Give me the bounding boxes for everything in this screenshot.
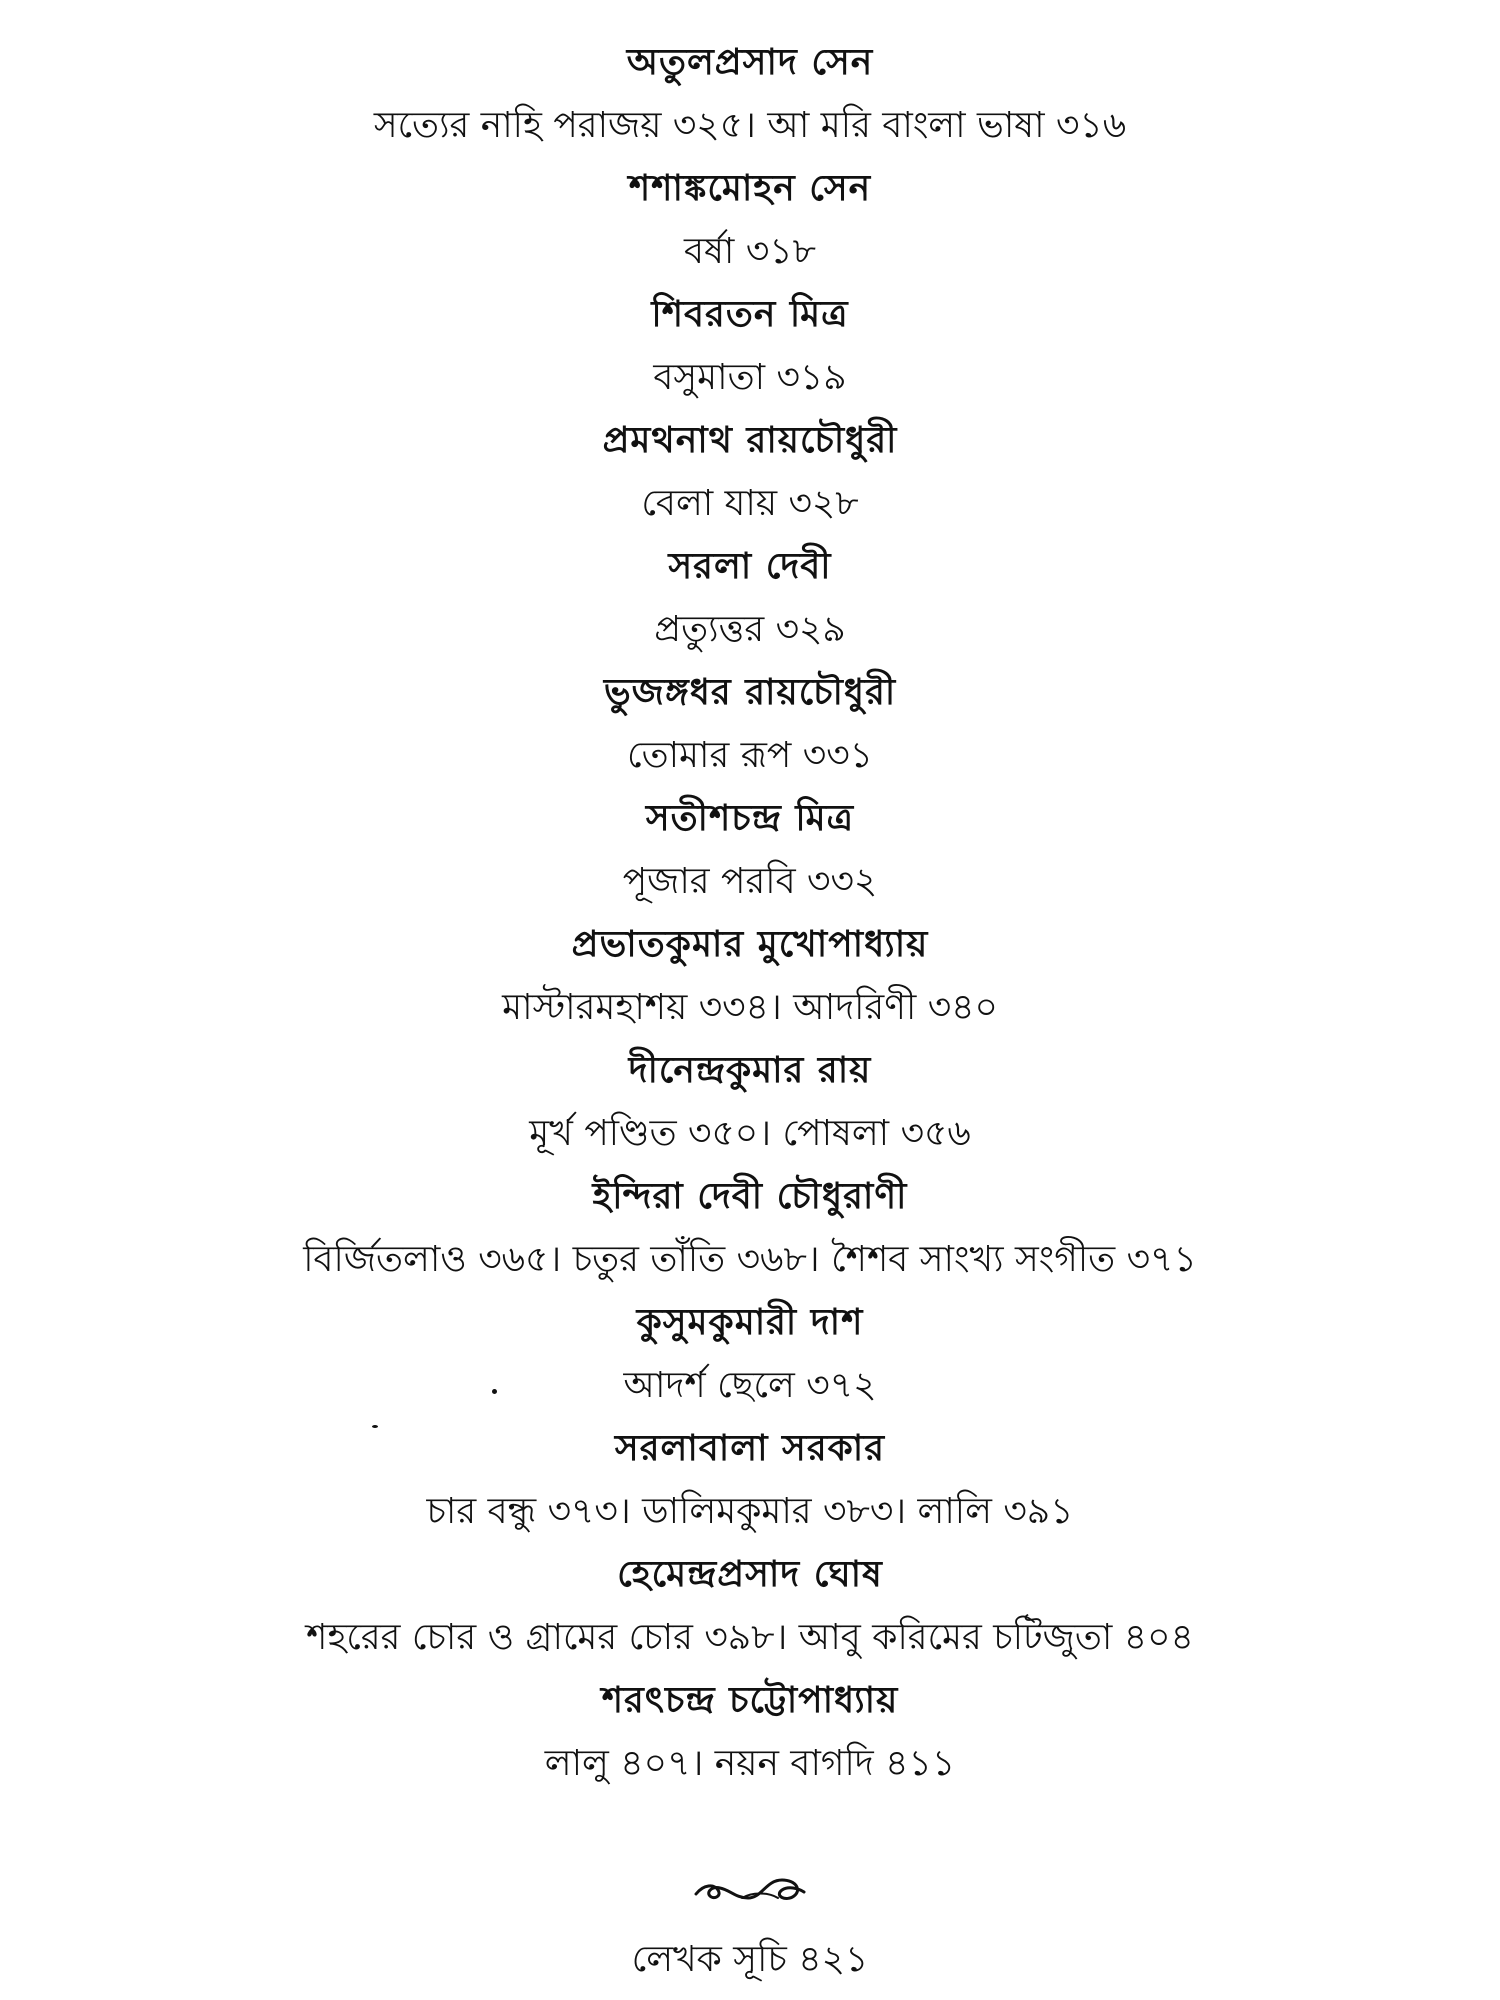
toc-entry — [0, 1292, 1500, 1418]
author-name: ভুজঙ্গধর রায়চৌধুরী — [603, 672, 897, 713]
author-name: শশাঙ্কমোহন সেন — [628, 168, 872, 209]
author-name: ইন্দিরা দেবী চৌধুরাণী — [592, 1176, 908, 1217]
author-name: প্রমথনাথ রায়চৌধুরী — [602, 420, 898, 461]
toc-entry — [0, 284, 1500, 410]
toc-entry — [0, 536, 1500, 662]
author-name: শরৎচন্দ্র চট্টোপাধ্যায় — [601, 1680, 899, 1721]
toc-entry — [0, 1544, 1500, 1670]
print-speck — [372, 1425, 378, 1428]
author-name: সরলা দেবী — [668, 546, 832, 587]
author-name: প্রভাতকুমার মুখোপাধ্যায় — [571, 924, 929, 965]
works-list: লালু ৪০৭। নয়ন বাগদি ৪১১ — [544, 1743, 956, 1784]
toc-entry — [0, 662, 1500, 788]
print-speck — [492, 1389, 497, 1394]
flourish-ornament-icon-svg — [690, 1870, 810, 1910]
works-list: মূর্খ পণ্ডিত ৩৫০। পোষলা ৩৫৬ — [529, 1113, 971, 1154]
toc-entry — [0, 1166, 1500, 1292]
author-name: সরলাবালা সরকার — [614, 1428, 886, 1469]
author-index-entry: লেখক সূচি ৪২১ — [631, 1939, 869, 1980]
works-list: বেলা যায় ৩২৮ — [641, 483, 859, 524]
works-list: চার বন্ধু ৩৭৩। ডালিমকুমার ৩৮৩। লালি ৩৯১ — [426, 1491, 1074, 1532]
toc-entry — [0, 410, 1500, 536]
works-list: প্রত্যুত্তর ৩২৯ — [654, 609, 846, 650]
works-list: পূজার পরবি ৩৩২ — [622, 861, 878, 902]
toc-entry — [0, 32, 1500, 158]
author-name: দীনেন্দ্রকুমার রায় — [628, 1050, 872, 1091]
works-list: মাস্টারমহাশয় ৩৩৪। আদরিণী ৩৪০ — [502, 987, 998, 1028]
toc-entry — [0, 788, 1500, 914]
toc-entry — [0, 1670, 1500, 1796]
works-list: বির্জিতলাও ৩৬৫। চতুর তাঁতি ৩৬৮। শৈশব সাংখ্য সংগীত ৩৭১ — [303, 1239, 1197, 1280]
author-name: কুসুমকুমারী দাশ — [636, 1302, 864, 1343]
works-list: বসুমাতা ৩১৯ — [653, 357, 847, 398]
toc-entry — [0, 1418, 1500, 1544]
author-name: সতীশচন্দ্র মিত্র — [645, 798, 855, 839]
works-list: সত্যের নাহি পরাজয় ৩২৫। আ মরি বাংলা ভাষা ৩১৬ — [373, 105, 1127, 146]
works-list: তোমার রূপ ৩৩১ — [626, 735, 873, 776]
table-of-contents — [0, 32, 1500, 1796]
toc-entry — [0, 914, 1500, 1040]
author-name: হেমেন্দ্রপ্রসাদ ঘোষ — [617, 1554, 883, 1595]
works-list: শহরের চোর ও গ্রামের চোর ৩৯৮। আবু করিমের চটিজুতা ৪০৪ — [306, 1617, 1194, 1658]
author-name: অতুলপ্রসাদ সেন — [626, 42, 874, 83]
toc-entry — [0, 158, 1500, 284]
toc-entry — [0, 1040, 1500, 1166]
flourish-ornament-icon — [0, 1870, 1500, 1914]
author-name: শিবরতন মিত্র — [651, 294, 849, 335]
works-list: আদর্শ ছেলে ৩৭২ — [623, 1365, 877, 1406]
works-list: বর্ষা ৩১৮ — [684, 231, 816, 272]
